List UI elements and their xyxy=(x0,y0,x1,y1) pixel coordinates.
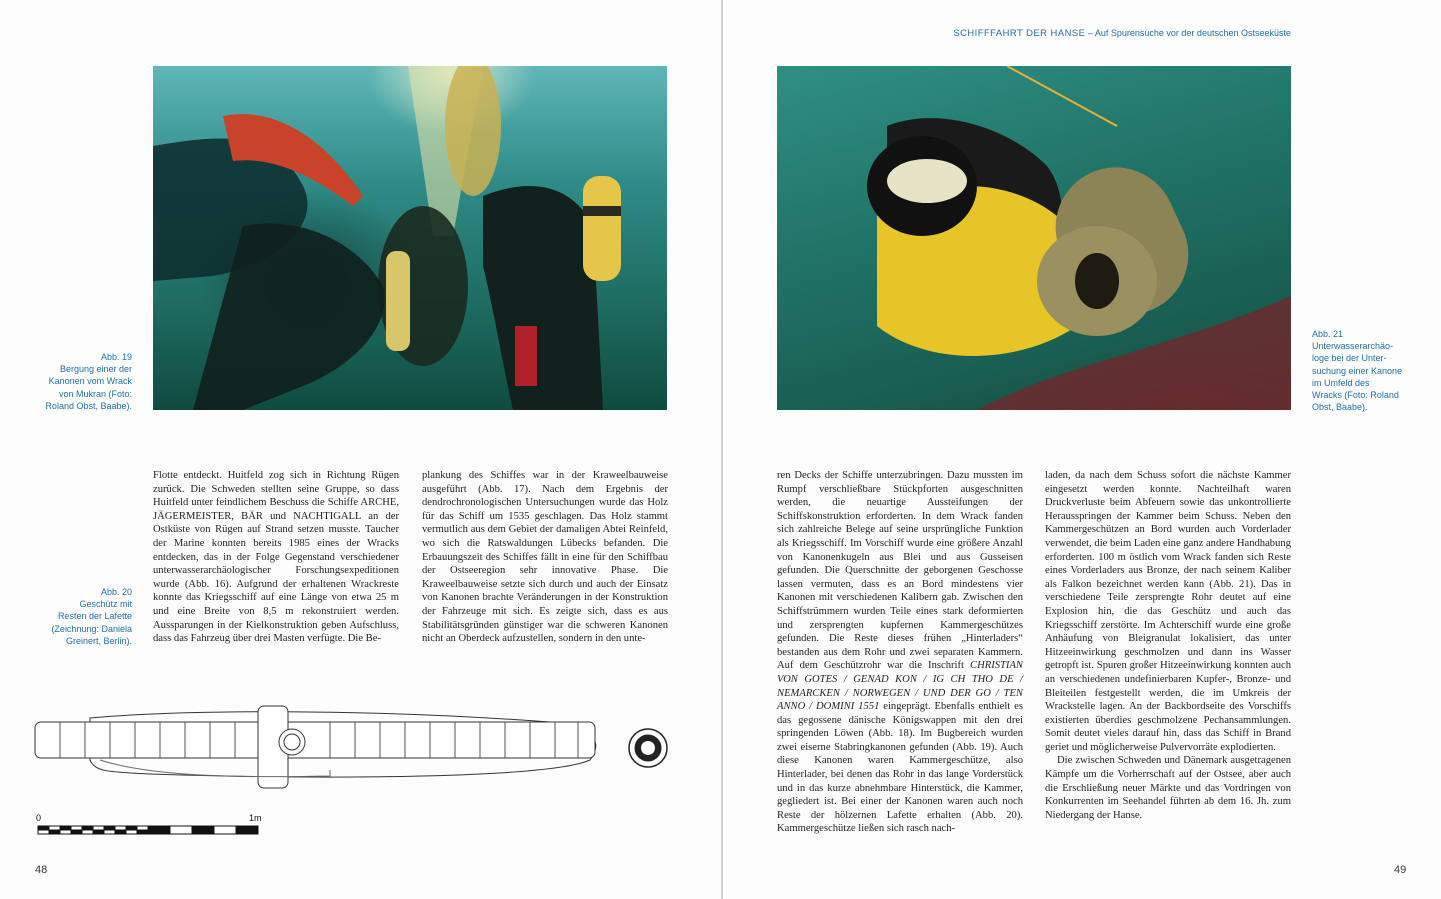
caption-fig21-number: Abb. 21 xyxy=(1312,329,1344,339)
scale-bar xyxy=(38,826,258,834)
scale-end-label: 1m xyxy=(249,813,262,823)
paragraph: Flotte entdeckt. Huitfeld zog sich in Richtung Rügen zurück. Die Schweden stellten seine Gruppe, so dass Huitfeld unter feindlichem Beschuss die Schiffe ARCHE, JÄGERMEISTER, BÄR und NACHTIGALL an der Ostküste von Rügen auf Strand setzen musste. Taucher der Marine konnten bereits 1985 eines der Wracks entdecken, das in der Folge Gegenstand verschiedener unterwasserarchäologischer Forschungsexpeditionen wurde (Abb. 16). Aufgrund der erhaltenen Wrackreste konnte das Kriegsschiff auf eine Länge von etwa 25 m und eine Breite von 8,5 m rekonstruiert werden. Aussparungen in der Kielkonstruktion geben Aufschluss, dass das Fahrzeug über drei Masten verfügte. Die Be- xyxy=(153,470,399,645)
caption-fig21-line: im Umfeld des xyxy=(1312,377,1370,388)
paragraph: laden, da nach dem Schuss sofort die nächste Kammer eingesetzt werden konnte. Nachteilhaft waren Druckverluste beim Abfeuern sowie das unkontrollierte Herausspringen der Kammer beim Schuss. Neben den Kammergeschützen an Bord wurden auch Vorderlader verwendet, die beim Laden eine ganz andere Handhabung erforderten. 100 m östlich vom Wrack fanden sich Reste eines Vorderladers aus Bronze, der nach seinem Kaliber als Falkon bezeichnet werden kann (Abb. 21). Das in verschiedene Teile zersprengte Rohr deutet auf eine Explosion hin, die das Geschütz und auch das Kriegsschiff zerstörte. Im Achterschiff wurde eine große Anhäufung von Bleigranulat lokalisiert, das unter Hitzeeinwirkung geschmolzen und dann ins Wasser getropft ist. Spuren großer Hitzeeinwirkung konnten auch an verschiedenen undefinierbaren Kupfer-, Bronze- und Bleiteilen festgestellt werden, die im Umkreis der Wrackstelle lagen. An der Backbordseite des Vorschiffs existierten überdies geschmolzene Pechansammlungen. Somit deutet vieles darauf hin, dass das Schiff in Brand geriet und möglicherweise Pulvervorräte explodierten. xyxy=(1045,470,1291,753)
caption-fig20 xyxy=(30,586,132,647)
caption-fig20-line: (Zeichnung: Daniela xyxy=(51,623,132,634)
page-number-right: 49 xyxy=(1394,864,1407,876)
caption-fig21-line: suchung einer Kanone xyxy=(1312,365,1403,376)
running-header xyxy=(953,27,1291,38)
text-column-4 xyxy=(1045,469,1291,822)
paragraph-text: ren Decks der Schiffe unterzubringen. Dazu mussten im Rumpf verschließbare Stückpforten ausgeschnitten werden, die neuartige Aussteifungen der Schiffskonstruktion erforderten. In dem Wrack fanden sich zahlreiche Belege auf seine ursprüngliche Funktion als Kriegsschiff. Im Vorschiff wurde eine größere Anzahl von Kanonenkugeln aus Blei und aus Gusseisen gefunden. Die Querschnitte der geborgenen Geschosse lassen vermuten, dass es an Bord mindestens vier Kanonen mit verschiedenen Kalibern gab. Zwischen den Schiffstrümmern wurden Teile eines stark deformierten und zersprengten kupfernen Kammergeschützes gefunden. Die Reste dieses frühen „Hinterladers“ bestanden aus dem Rohr und zwei separaten Kammern. Auf dem Geschützrohr war die Inschrift xyxy=(777,470,1023,672)
caption-fig19 xyxy=(30,351,132,412)
caption-fig20-line: Geschütz mit xyxy=(79,599,132,610)
caption-fig19-line: Roland Obst, Baabe). xyxy=(45,400,132,411)
cannon-barrel-drawing xyxy=(35,706,596,788)
caption-fig20-number: Abb. 20 xyxy=(100,587,132,597)
header-dash: – xyxy=(1085,28,1095,38)
divers-illustration xyxy=(153,66,667,410)
caption-fig21 xyxy=(1312,328,1422,413)
cannon-drawing xyxy=(30,700,680,840)
diver-cannon-illustration xyxy=(777,66,1291,410)
caption-fig21-line: Wracks (Foto: Roland xyxy=(1312,390,1399,401)
caption-fig21-line: Unterwasserarchäo- xyxy=(1312,341,1394,352)
header-subtitle: Auf Spurensuche vor der deutschen Ostseeküste xyxy=(1094,28,1291,38)
caption-fig19-line: von Mukran (Foto: xyxy=(58,388,132,399)
caption-fig19-line: Kanonen vom Wrack xyxy=(48,376,132,387)
paragraph: plankung des Schiffes war in der Kraweelbauweise ausgeführt (Abb. 17). Nach dem Ergebnis der dendrochronologischen Untersuchungen wurde das Holz für das Schiff um 1535 geschlagen. Das Holz stammt vermutlich aus dem Gebiet der damaligen Abtei Reinfeld, wo sich die Ratswaldungen Lübecks befanden. Die Erbauungszeit des Schiffes fällt in eine für den Schiffbau der Ostseeregion sehr innovative Phase. Die Kraweelbauweise setzte sich durch und auch der Einsatz von Kanonen brachte Veränderungen in der Konstruktion der Fahrzeuge mit sich. Es zeigte sich, dass es aus Stabilitätsgründen günstiger war die schweren Kanonen nicht an Oberdeck aufzustellen, sondern in den unte- xyxy=(422,470,668,645)
header-title: SCHIFFFAHRT DER HANSE xyxy=(953,27,1086,38)
text-column-2 xyxy=(422,469,668,646)
caption-fig21-line: loge bei der Unter- xyxy=(1312,353,1387,364)
caption-fig19-number: Abb. 19 xyxy=(100,352,132,362)
caption-fig21-line: Obst, Baabe). xyxy=(1312,402,1368,413)
caption-fig20-line: Resten der Lafette xyxy=(57,611,132,622)
paragraph-text: eingeprägt. Ebenfalls enthielt es das gegossene dänische Königswappen mit den drei springenden Löwen (Abb. 18). Im Bugbereich wurden zwei eiserne Stabringkanonen gefunden (Abb. 19). Auch diese Kanonen waren Kammergeschütze, also Hinterlader, bei denen das Rohr in das lange Vorderstück und in das kurze abnehmbare Hinterstück, die Kammer, gegliedert ist. Bei einer der Kanonen waren auch noch Reste der hölzernen Lafette erhalten (Abb. 20). Kammergeschütze ließen sich rasch nach- xyxy=(777,701,1023,835)
text-column-3 xyxy=(777,469,1023,836)
photo-cannon-recovery xyxy=(153,66,667,410)
cannon-muzzle-section xyxy=(629,729,667,767)
text-column-1 xyxy=(153,469,399,646)
paragraph xyxy=(777,469,1023,836)
caption-fig20-line: Greinert, Berlin). xyxy=(65,635,132,646)
photo-underwater-archaeologist xyxy=(777,66,1291,410)
caption-fig19-line: Bergung einer der xyxy=(59,364,132,375)
cannon-inscription: CHRISTIAN VON GOTES / GENAD KON / IG CH THO DE / NEMARCKEN / NORWEGEN / UND DER GO / TEN ANNO / DOMINI 1551 xyxy=(777,660,1023,713)
page-number-left: 48 xyxy=(35,864,48,876)
scale-start-label: 0 xyxy=(36,813,42,823)
paragraph: Die zwischen Schweden und Dänemark ausgetragenen Kämpfe um die Vorherrschaft auf der Ostsee, aber auch die Erschließung neuer Märkte und das Vordringen von Konkurrenten im Seehandel führten ab dem 16. Jh. zum Niedergang der Hanse. xyxy=(1045,755,1291,821)
